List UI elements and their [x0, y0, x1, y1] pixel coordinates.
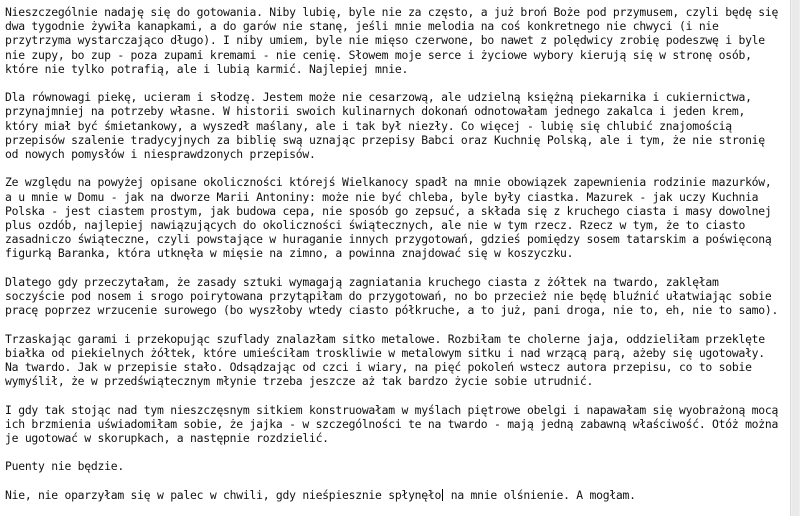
paragraph: Trzaskając garami i przekopując szuflady znalazłam sitko metalowe. Rozbiłam te cholerne jaja, oddzieliłam przeklęte białka od piekielnych żółtek, które umieściłam troskliwie w metalowym sitku i nad wrzącą parą, ażeby się ugotowały. Na twardo. Jak w przepisie stało. Odsądzając od czci i wiary, na pięć pokoleń wstecz autora przepisu, co to sobie wymyślił, że w przedświątecznym młynie trzeba jeszcze aż tak bardzo życie sobie utrudnić.: [5, 331, 765, 389]
paragraph: Dlatego gdy przeczytałam, że zasady sztuki wymagają zagniatania kruchego ciasta z żółtek na twardo, zaklęłam soczyście pod nosem i srogo poirytowana przytąpiłam do przygotowań, no bo przecież nie będę bluźnić ułatwiając sobie pracę poprzez wrzucenie surowego (bo wyszłoby wtedy ciasto półkruche, a to już, pani droga, nie to, eh, nie to samo).: [5, 274, 779, 318]
last-line-before-caret: Nie, nie oparzyłam się w palec w chwili, gdy nieśpiesznie spłynęło: [5, 487, 442, 502]
last-line-after-caret: na mnie olśnienie. A mogłam.: [444, 487, 636, 502]
paragraph: Dla równowagi piekę, ucieram i słodzę. Jestem może nie cesarzową, ale udzielną księżną piekarnika i cukiernictwa, przynajmniej na potrzeby własne. W historii swoich kulinarnych dokonań odnotowałam jednego zakalca i jeden krem, który miał być śmietankowy, a wyszedł maślany, ale i tak był niezły. Co więcej - lubię się chlubić znajomością przepisów szalenie tradycyjnych za biblię swą uznając przepisy Babci oraz Kuchnię Polską, ale i tym, że nie stronię od nowych pomysłów i niesprawdzonych przepisów.: [5, 90, 765, 162]
vertical-scrollbar[interactable]: [790, 0, 800, 516]
paragraph: I gdy tak stojąc nad tym nieszczęsnym sitkiem konstruowałam w myślach piętrowe obelgi i napawałam się wyobrażoną mocą ich brzmienia uświadomiłam sobie, że jajka - w szczególności te na twardo - mają jedną zabawną właściwość. Otóż można je ugotować w skorupkach, a następnie rozdzielić.: [5, 402, 779, 446]
paragraph: Ze względu na powyżej opisane okoliczności którejś Wielkanocy spadł na mnie obowiązek zapewnienia rodzinie mazurków, a u mnie w Domu - jak na dworze Marii Antoniny: może nie być chleba, byle były ciastka. Mazurek - jak uczy Kuchnia Polska - jest ciastem prostym, jak budowa cepa, nie sposób go zepsuć, a składa się z kruchego ciasta i masy dowolnej plus ozdób, najlepiej nawiązujących do okoliczności świątecznych, ale nie w tym rzecz. Rzecz w tym, że to ciasto zasadniczo świąteczne, czyli powstające w huraganie innych przygotowań, gdzieś pomiędzy sosem tatarskim a poświęconą figurką Baranka, która utknęła w mięsie na zimno, a powinna znajdować się w koszyczku.: [5, 175, 772, 261]
paragraph: Puenty nie będzie.: [5, 459, 124, 474]
scrollbar-thumb[interactable]: [792, 0, 799, 516]
text-caret: [442, 489, 443, 501]
paragraph: Nieszczególnie nadaję się do gotowania. Niby lubię, byle nie za często, a już broń Boże pod przymusem, czyli będę się dwa tygodnie żywiła kanapkami, a do garów nie stanę, jeśli mnie melodia na coś konkretnego nie chwyci (i nie przytrzyma wystarczająco długo). I niby umiem, byle nie mięso czerwone, bo nawet z polędwicy zrobię podeszwę i byle nie zupy, bo zup - poza zupami kremami - nie cenię. Słowem moje serce i życiowe wybory kierują się w stronę osób, które nie tylko potrafią, ale i lubią karmić. Najlepiej mnie.: [5, 5, 779, 76]
last-paragraph: [5, 488, 782, 502]
